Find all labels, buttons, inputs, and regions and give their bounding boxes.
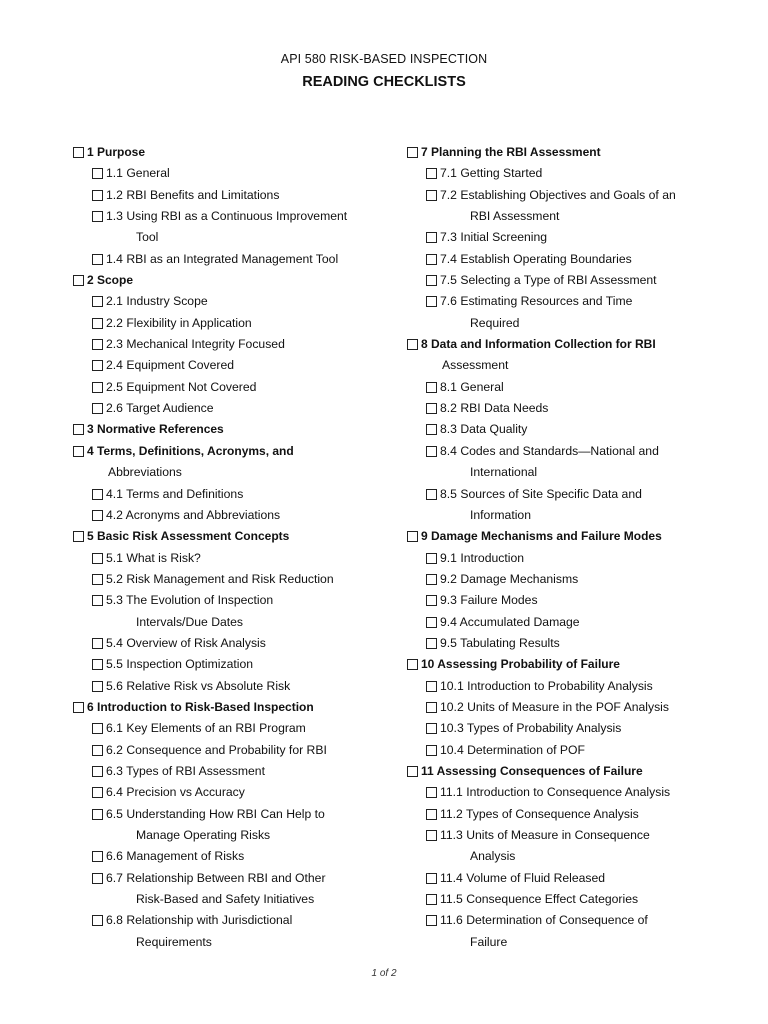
checklist-subsection — [73, 313, 403, 334]
checklist-item-label: 2.6 Target Audience — [106, 401, 214, 416]
checklist-subsection — [407, 163, 737, 184]
checkbox[interactable] — [73, 446, 84, 457]
checkbox[interactable] — [426, 275, 437, 286]
checklist-section — [73, 526, 403, 547]
checklist-subsection — [407, 185, 737, 206]
checklist-subsection — [407, 419, 737, 440]
checkbox[interactable] — [92, 318, 103, 329]
checklist-subsection — [407, 804, 737, 825]
checklist-subsection — [407, 868, 737, 889]
checklist-item-continuation — [407, 462, 737, 483]
checklist-subsection — [407, 910, 737, 931]
checklist-item-label: Intervals/Due Dates — [136, 614, 244, 629]
checkbox[interactable] — [92, 382, 103, 393]
checklist-subsection — [73, 633, 403, 654]
checkbox[interactable] — [426, 446, 437, 457]
checklist-item-label: 8 Data and Information Collection for RBI — [421, 337, 656, 352]
checklist-item-label: 9.3 Failure Modes — [440, 593, 538, 608]
checklist-subsection — [73, 761, 403, 782]
checklist-item-label: 6.6 Management of Risks — [106, 849, 245, 864]
checkbox[interactable] — [73, 702, 84, 713]
checklist-item-label: 4.2 Acronyms and Abbreviations — [106, 507, 281, 522]
checklist-item-label: 7.3 Initial Screening — [440, 230, 548, 245]
checklist-item-label: Information — [470, 507, 531, 522]
checklist-item-label: Manage Operating Risks — [136, 828, 271, 842]
checklist-subsection — [73, 718, 403, 739]
checklist-item-continuation — [407, 355, 737, 376]
checkbox[interactable] — [92, 745, 103, 756]
checklist-item-label: 11.3 Units of Measure in Consequence — [440, 828, 650, 842]
checklist-item-label: 9.1 Introduction — [440, 550, 525, 565]
checkbox[interactable] — [426, 424, 437, 435]
document-subtitle: READING CHECKLISTS — [302, 74, 466, 90]
checklist-item-label: 8.2 RBI Data Needs — [440, 401, 549, 416]
checklist-subsection — [407, 249, 737, 270]
checklist-item-label: 10 Assessing Probability of Failure — [421, 657, 620, 672]
checkbox[interactable] — [92, 574, 103, 585]
checkbox[interactable] — [426, 296, 437, 307]
checklist-item-label: 10.3 Types of Probability Analysis — [440, 721, 622, 736]
checkbox[interactable] — [92, 211, 103, 222]
checkbox[interactable] — [92, 787, 103, 798]
checklist-item-label: 10.1 Introduction to Probability Analysis — [440, 678, 653, 693]
checkbox[interactable] — [92, 403, 103, 414]
checklist-item-label: 4 Terms, Definitions, Acronyms, and — [87, 443, 294, 458]
checkbox[interactable] — [92, 723, 103, 734]
checkbox[interactable] — [426, 595, 437, 606]
checklist-item-label: 1.1 General — [106, 166, 170, 181]
checklist-subsection — [73, 676, 403, 697]
checklist-subsection — [73, 654, 403, 675]
checklist-subsection — [407, 740, 737, 761]
checklist-subsection — [73, 206, 403, 227]
checkbox[interactable] — [92, 638, 103, 649]
checklist-item-label: Failure — [470, 934, 508, 949]
checkbox[interactable] — [73, 275, 84, 286]
checkbox[interactable] — [426, 382, 437, 393]
checkbox[interactable] — [407, 339, 418, 350]
checklist-subsection — [407, 612, 737, 633]
checkbox[interactable] — [92, 595, 103, 606]
checklist-item-label: 6.1 Key Elements of an RBI Program — [106, 721, 306, 736]
checklist-item-label: 6 Introduction to Risk-Based Inspection — [87, 699, 314, 714]
checklist-item-label: 5.3 The Evolution of Inspection — [106, 593, 274, 608]
checkbox[interactable] — [73, 531, 84, 542]
checkbox[interactable] — [92, 296, 103, 307]
checklist-item-continuation — [73, 932, 403, 953]
checklist-item-label: 10.2 Units of Measure in the POF Analysis — [440, 699, 669, 714]
checklist-item-continuation — [407, 846, 737, 867]
checklist-subsection — [407, 441, 737, 462]
checkbox[interactable] — [92, 681, 103, 692]
checklist-subsection — [407, 569, 737, 590]
checklist-item-label: 3 Normative References — [87, 422, 224, 437]
checkbox[interactable] — [426, 553, 437, 564]
checklist-column-left — [73, 142, 403, 953]
checklist-item-continuation — [407, 932, 737, 953]
checklist-item-label: 7.4 Establish Operating Boundaries — [440, 251, 632, 266]
checkbox[interactable] — [92, 510, 103, 521]
checklist-subsection — [73, 910, 403, 931]
checklist-item-label: Tool — [136, 230, 159, 245]
checklist-item-label: 2.3 Mechanical Integrity Focused — [106, 337, 285, 352]
checklist-section — [73, 697, 403, 718]
checklist-item-label: 5.6 Relative Risk vs Absolute Risk — [106, 678, 291, 693]
checklist-item-label: Required — [470, 315, 520, 330]
checklist-item-label: 1 Purpose — [87, 145, 146, 159]
checklist-subsection — [407, 291, 737, 312]
checkbox[interactable] — [426, 168, 437, 179]
checklist-item-label: Requirements — [136, 934, 212, 949]
checklist-item-continuation — [73, 227, 403, 248]
checklist-subsection — [73, 163, 403, 184]
checkbox[interactable] — [426, 745, 437, 756]
checklist-item-label: 11 Assessing Consequences of Failure — [421, 763, 643, 778]
checklist-section — [407, 654, 737, 675]
checklist-subsection — [73, 846, 403, 867]
checklist-section — [407, 334, 737, 355]
checklist-section — [407, 761, 737, 782]
checklist-subsection — [73, 334, 403, 355]
checklist-item-label: Assessment — [442, 358, 509, 373]
checklist-item-label: 2.5 Equipment Not Covered — [106, 379, 257, 394]
checklist-item-label: International — [470, 465, 538, 480]
checklist-section — [407, 526, 737, 547]
checklist-subsection — [73, 505, 403, 526]
checkbox[interactable] — [426, 787, 437, 798]
checklist-item-label: 6.2 Consequence and Probability for RBI — [106, 742, 327, 757]
checklist-item-label: 7.5 Selecting a Type of RBI Assessment — [440, 273, 657, 288]
checkbox[interactable] — [92, 489, 103, 500]
checklist-item-label: 5.1 What is Risk? — [106, 550, 201, 565]
checkbox[interactable] — [426, 232, 437, 243]
checklist-item-label: 2 Scope — [87, 273, 134, 288]
checklist-item-label: 1.4 RBI as an Integrated Management Tool — [106, 251, 339, 266]
checkbox[interactable] — [92, 851, 103, 862]
checklist-subsection — [407, 633, 737, 654]
checklist-item-label: 11.6 Determination of Consequence of — [440, 913, 648, 928]
checkbox[interactable] — [407, 659, 418, 670]
checklist-subsection — [407, 270, 737, 291]
checkbox[interactable] — [92, 873, 103, 884]
checklist-item-label: 6.4 Precision vs Accuracy — [106, 785, 245, 800]
checklist-item-label: 7.1 Getting Started — [440, 166, 543, 181]
checklist-item-label: Abbreviations — [108, 465, 182, 480]
checkbox[interactable] — [426, 702, 437, 713]
checklist-section — [73, 441, 403, 462]
checklist-subsection — [73, 740, 403, 761]
checkbox[interactable] — [73, 147, 84, 158]
checklist-subsection — [407, 697, 737, 718]
checkbox[interactable] — [426, 809, 437, 820]
checklist-item-label: Analysis — [470, 849, 516, 864]
checkbox[interactable] — [92, 254, 103, 265]
checkbox[interactable] — [426, 830, 437, 841]
checklist-item-label: 5 Basic Risk Assessment Concepts — [87, 529, 290, 544]
checkbox[interactable] — [92, 659, 103, 670]
checklist-subsection — [73, 569, 403, 590]
checklist-section — [73, 270, 403, 291]
checklist-item-label: 4.1 Terms and Definitions — [106, 486, 244, 501]
checklist-section — [407, 142, 737, 163]
checklist-subsection — [73, 590, 403, 611]
checklist-item-label: 9.5 Tabulating Results — [440, 635, 560, 650]
checkbox[interactable] — [426, 915, 437, 926]
checklist-subsection — [73, 398, 403, 419]
checklist-item-label: 11.2 Types of Consequence Analysis — [440, 806, 639, 821]
checkbox[interactable] — [92, 915, 103, 926]
checklist-subsection — [73, 355, 403, 376]
checklist-subsection — [407, 548, 737, 569]
checklist-item-continuation — [407, 505, 737, 526]
checklist-item-label: 6.8 Relationship with Jurisdictional — [106, 913, 293, 928]
checklist-item-label: 10.4 Determination of POF — [440, 742, 585, 757]
checkbox[interactable] — [426, 190, 437, 201]
checklist-subsection — [407, 377, 737, 398]
checklist-item-label: 2.1 Industry Scope — [106, 294, 208, 309]
checklist-subsection — [407, 676, 737, 697]
checklist-item-label: 11.1 Introduction to Consequence Analysis — [440, 785, 671, 800]
checklist-subsection — [73, 377, 403, 398]
checkbox[interactable] — [426, 638, 437, 649]
checkbox[interactable] — [426, 489, 437, 500]
checklist-subsection — [407, 825, 737, 846]
checklist-subsection — [407, 484, 737, 505]
checklist-item-label: 9 Damage Mechanisms and Failure Modes — [421, 529, 662, 544]
checklist-subsection — [407, 398, 737, 419]
checklist-item-label: 2.4 Equipment Covered — [106, 358, 235, 373]
checklist-section — [73, 142, 403, 163]
checklist-item-label: 8.5 Sources of Site Specific Data and — [440, 486, 642, 501]
checklist-subsection — [407, 718, 737, 739]
checkbox[interactable] — [407, 531, 418, 542]
checklist-subsection — [73, 249, 403, 270]
checklist-item-continuation — [73, 612, 403, 633]
checkbox[interactable] — [92, 809, 103, 820]
checklist-item-label: 8.3 Data Quality — [440, 422, 528, 437]
checkbox[interactable] — [426, 574, 437, 585]
checklist-item-label: 9.2 Damage Mechanisms — [440, 571, 579, 586]
checklist-item-label: 11.4 Volume of Fluid Released — [440, 870, 606, 885]
checklist-item-label: 8.1 General — [440, 379, 504, 394]
checklist-subsection — [73, 548, 403, 569]
checklist-item-continuation — [407, 313, 737, 334]
checklist-item-label: 11.5 Consequence Effect Categories — [440, 892, 639, 907]
checkbox[interactable] — [426, 873, 437, 884]
checklist-item-label: Risk-Based and Safety Initiatives — [136, 892, 315, 907]
checkbox[interactable] — [426, 681, 437, 692]
checklist-subsection — [73, 291, 403, 312]
checklist-item-label: 1.3 Using RBI as a Continuous Improvement — [106, 209, 348, 224]
checkbox[interactable] — [73, 424, 84, 435]
checklist-column-right — [407, 142, 737, 953]
checklist-item-continuation — [73, 825, 403, 846]
checklist-item-continuation — [73, 889, 403, 910]
checklist-subsection — [407, 590, 737, 611]
checklist-item-label: 7.6 Estimating Resources and Time — [440, 294, 633, 309]
checkbox[interactable] — [407, 766, 418, 777]
checkbox[interactable] — [426, 254, 437, 265]
checklist-item-label: 5.4 Overview of Risk Analysis — [106, 635, 266, 650]
checklist-subsection — [73, 185, 403, 206]
checklist-item-label: 6.3 Types of RBI Assessment — [106, 763, 265, 778]
document-title: API 580 RISK-BASED INSPECTION — [280, 52, 488, 66]
checkbox[interactable] — [92, 766, 103, 777]
checkbox[interactable] — [426, 723, 437, 734]
checklist-item-label: 6.5 Understanding How RBI Can Help to — [106, 806, 325, 821]
checkbox[interactable] — [407, 147, 418, 158]
checklist-subsection — [73, 804, 403, 825]
checklist-subsection — [407, 227, 737, 248]
checkbox[interactable] — [426, 894, 437, 905]
checklist-subsection — [73, 782, 403, 803]
checklist-item-label: 7.2 Establishing Objectives and Goals of an — [440, 187, 676, 202]
checkbox[interactable] — [426, 617, 437, 628]
checkbox[interactable] — [92, 190, 103, 201]
checkbox[interactable] — [426, 403, 437, 414]
checklist-item-label: 8.4 Codes and Standards—National and — [440, 443, 659, 458]
checklist-section — [73, 419, 403, 440]
checklist-item-label: 5.2 Risk Management and Risk Reduction — [106, 571, 334, 586]
checkbox[interactable] — [92, 168, 103, 179]
checklist-item-label: 1.2 RBI Benefits and Limitations — [106, 187, 280, 202]
checklist-item-continuation — [73, 462, 403, 483]
checklist-item-label: RBI Assessment — [470, 209, 560, 224]
checkbox[interactable] — [92, 553, 103, 564]
checklist-item-continuation — [407, 206, 737, 227]
checkbox[interactable] — [92, 339, 103, 350]
checklist-subsection — [73, 484, 403, 505]
checklist-item-label: 2.2 Flexibility in Application — [106, 315, 252, 330]
checklist-subsection — [407, 782, 737, 803]
checklist-item-label: 9.4 Accumulated Damage — [440, 614, 580, 629]
page-number: 1 of 2 — [371, 968, 397, 979]
checklist-subsection — [73, 868, 403, 889]
checklist-subsection — [407, 889, 737, 910]
checklist-item-label: 6.7 Relationship Between RBI and Other — [106, 870, 326, 885]
checklist-item-label: 7 Planning the RBI Assessment — [421, 145, 601, 159]
checkbox[interactable] — [92, 360, 103, 371]
checklist-item-label: 5.5 Inspection Optimization — [106, 657, 254, 672]
